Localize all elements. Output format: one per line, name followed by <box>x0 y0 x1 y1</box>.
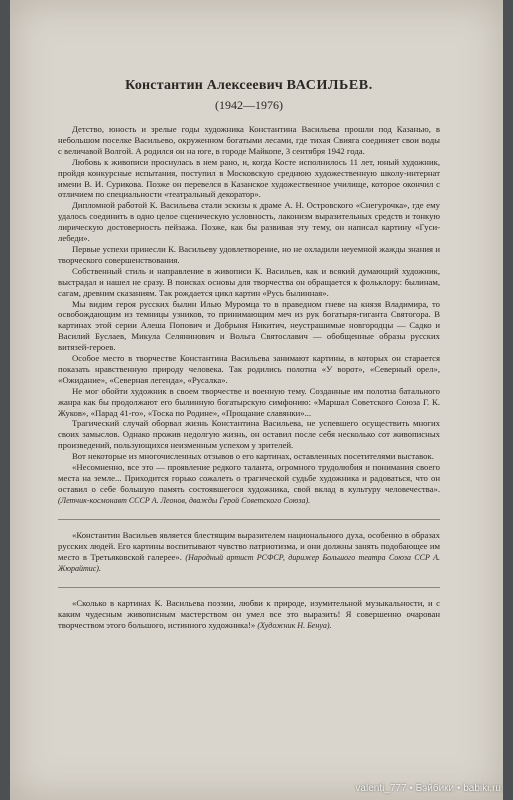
title-surname: ВАСИЛЬЕВ. <box>286 78 373 93</box>
paragraph: Дипломной работой К. Васильева стали эскизы к драме А. Н. Островского «Снегурочка», где ему удалось соединить в одно целое сценическую условность, лаконизм выразительных средств и тонкую лирическую достоверность пейзажа. Позже, как бы развивая эту тему, он написал картину «Гуси-лебеди». <box>58 200 440 244</box>
document-title <box>58 78 440 94</box>
paragraph: Особое место в творчестве Константина Васильева занимают картины, в которых он старается показать нравственную природу человека. Так родились полотна «У ворот», «Северный орел», «Ожидание», «Северная легенда», «Русалка». <box>58 353 440 385</box>
review-quote <box>58 462 440 507</box>
review-quote <box>58 530 440 576</box>
title-name: Константин Алексеевич <box>125 78 287 93</box>
background-edge-left <box>0 0 10 800</box>
paragraph: Мы видим героя русских былин Илью Муромца то в праведном гневе на князя Владимира, то освобождающим из темницы узников, то принимающим меч из рук богатыря-гиганта Святогора. В картинах этой серии Алеша Попович и Добрыня Никитич, неустрашимые новгородцы — Садко и Василий Буслаев, Микула Селянинович и Вольга Святославич — обобщенные образы русских витязей-героев. <box>58 298 440 353</box>
paragraph: Первые успехи принесли К. Васильеву удовлетворение, но не охладили неуемной жажды знания и творческого совершенствования. <box>58 243 440 265</box>
document-body <box>58 78 440 632</box>
quote-text: «Несомненно, все это — проявление редкого таланта, огромного трудолюбия и понимания своего места на земле... Приходится горько сожалеть о трагической судьбе художника и радоваться, что он оставил о себе большую память состоявшегося художника, свой вклад в культуру человечества». <box>58 462 440 494</box>
paragraph: Не мог обойти художник в своем творчестве и военную тему. Созданные им полотна батального жанра как бы продолжают его былинную богатырскую симфонию: «Маршал Советского Союза Г. К. Жуков», «Парад 41-го», «Тоска по Родине», «Прощание славянки»... <box>58 385 440 418</box>
life-years: (1942—1976) <box>215 98 283 112</box>
quote-source: (Народный артист РСФСР, дирижер Большого театра Союза ССР А. Жюрайтис). <box>58 552 441 574</box>
quote-source: (Летчик-космонавт СССР А. Леонов, дважды Герой Советского Союза). <box>58 495 311 505</box>
paragraph: Вот некоторые из многочисленных отзывов о его картинах, оставленных посетителями выставок. <box>72 451 434 462</box>
divider <box>58 587 440 588</box>
paragraph: Детство, юность и зрелые годы художника Константина Васильева прошли под Казанью, в небольшом поселке Васильево, окруженном богатыми лесами, где тихая Свияга соединяет свои воды с величавой Волгой. А родился он на юге, в городе Майкопе, 3 сентября 1942 года. <box>58 124 440 156</box>
review-quote <box>58 598 440 632</box>
quote-source: (Художник Н. Бенуа). <box>257 621 332 631</box>
paragraph: Любовь к живописи проснулась в нем рано, и, когда Косте исполнилось 11 лет, юный художник, пройдя конкурсные испытания, поступил в Московскую среднюю художественную школу-интернат имени В. И. Сурикова. Позже он перевелся в Казанское художественное училище, которое окончил с отличием по специальности «театральный декоратор». <box>58 156 440 200</box>
divider <box>58 519 440 520</box>
paragraph: Трагический случай оборвал жизнь Константина Васильева, не успевшего осуществить многих своих замыслов. Однако прожив недолгую жизнь, он оставил после себя несколько сот живописных произведений, пользующихся неизменным успехом у зрителей. <box>58 418 440 451</box>
background-edge-right <box>503 0 513 800</box>
paragraph: Собственный стиль и направление в живописи К. Васильев, как и всякий думающий художник, выстрадал и нашел не сразу. В поисках основы для творчества он обращается к фольклору: былинам, сагам, древним сказаниям. Так рождается цикл картин «Русь былинная». <box>58 265 440 298</box>
watermark: valenti_777 • Бэйбики • babiki.ru <box>355 783 501 794</box>
quote-text: «Сколько в картинах К. Васильева поэзии, любви к природе, изумительной музыкальности, и с каким чудесным живописным мастерством он умел все это выразить! Я совершенно очарован творчеством этого большого, истинного художника!» <box>58 598 440 631</box>
paper-sheet <box>10 0 503 800</box>
quote-text: «Константин Васильев является блестящим выразителем национального духа, особенно в образах русских людей. Его картины воспитывают чувство патриотизма, и они должны занять подобающее им место в Третьяковской галерее». <box>58 529 440 562</box>
